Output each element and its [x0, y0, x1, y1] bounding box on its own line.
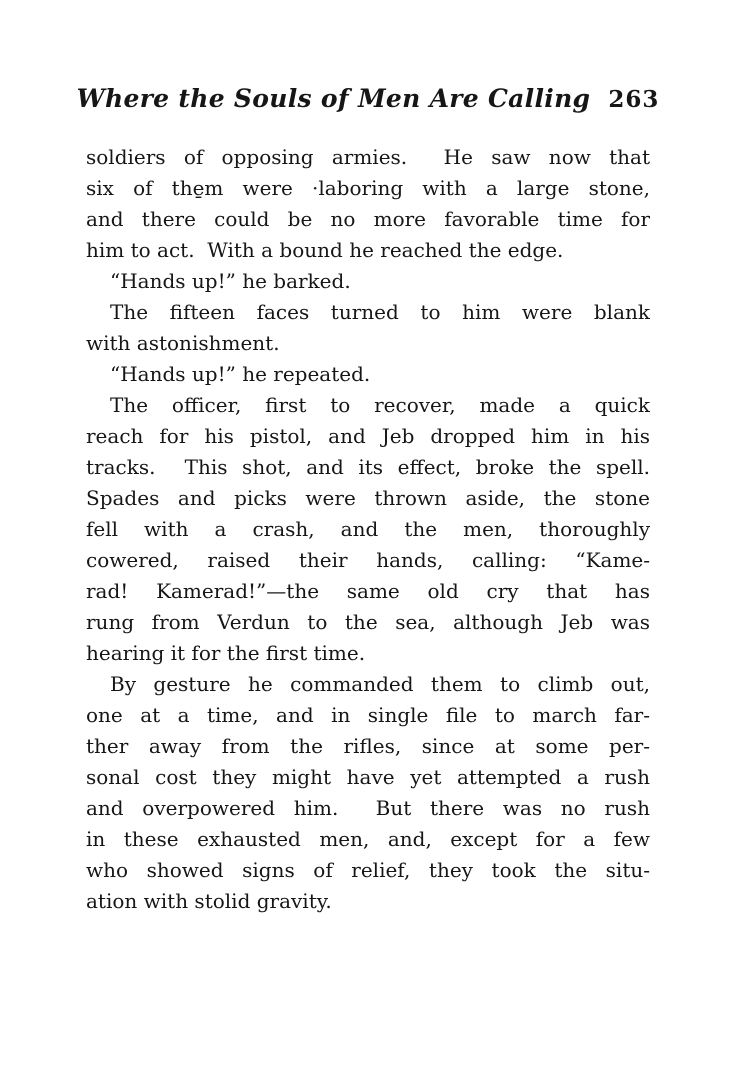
text-line: hearing it for the first time.	[86, 641, 366, 665]
page-number: 263	[608, 86, 660, 113]
text-line: with astonishment.	[86, 331, 280, 355]
text-line: him to act. With a bound he reached the edge.	[86, 238, 564, 262]
text-line: By gesture he commanded them to climb out,	[110, 672, 650, 696]
text-line: Spades and picks were thrown aside, the stone	[86, 486, 650, 510]
text-line: reach for his pistol, and Jeb dropped him in his	[86, 424, 650, 448]
text-line: and overpowered him. But there was no rush	[86, 796, 650, 820]
paragraph	[86, 669, 650, 917]
text-line: six of the̱m were ·laboring with a large stone,	[86, 176, 650, 200]
text-line: rad! Kamerad!”—the same old cry that has	[86, 579, 650, 603]
paragraph	[86, 297, 650, 359]
text-line: in these exhausted men, and, except for a few	[86, 827, 650, 851]
text-line: ther away from the rifles, since at some per-	[86, 734, 650, 758]
text-line: cowered, raised their hands, calling: “Kame-	[86, 548, 650, 572]
paragraph	[86, 266, 650, 297]
header-title: Where the Souls of Men Are Calling	[76, 84, 591, 113]
text-line: “Hands up!” he barked.	[110, 269, 351, 293]
running-header	[76, 84, 660, 113]
text-line: The fifteen faces turned to him were blank	[110, 300, 650, 324]
text-line: tracks. This shot, and its effect, broke the spell.	[86, 455, 650, 479]
text-line: The officer, first to recover, made a quick	[110, 393, 650, 417]
text-line: who showed signs of relief, they took the situ-	[86, 858, 650, 882]
text-line: and there could be no more favorable time for	[86, 207, 650, 231]
text-line: rung from Verdun to the sea, although Jeb was	[86, 610, 650, 634]
text-line: ation with stolid gravity.	[86, 889, 332, 913]
paragraph	[86, 142, 650, 266]
text-line: fell with a crash, and the men, thoroughly	[86, 517, 650, 541]
text-line: “Hands up!” he repeated.	[110, 362, 371, 386]
body-text	[86, 142, 650, 917]
text-line: one at a time, and in single file to march far-	[86, 703, 650, 727]
paragraph	[86, 390, 650, 669]
text-line: sonal cost they might have yet attempted a rush	[86, 765, 650, 789]
text-line: soldiers of opposing armies. He saw now that	[86, 145, 650, 169]
paragraph	[86, 359, 650, 390]
